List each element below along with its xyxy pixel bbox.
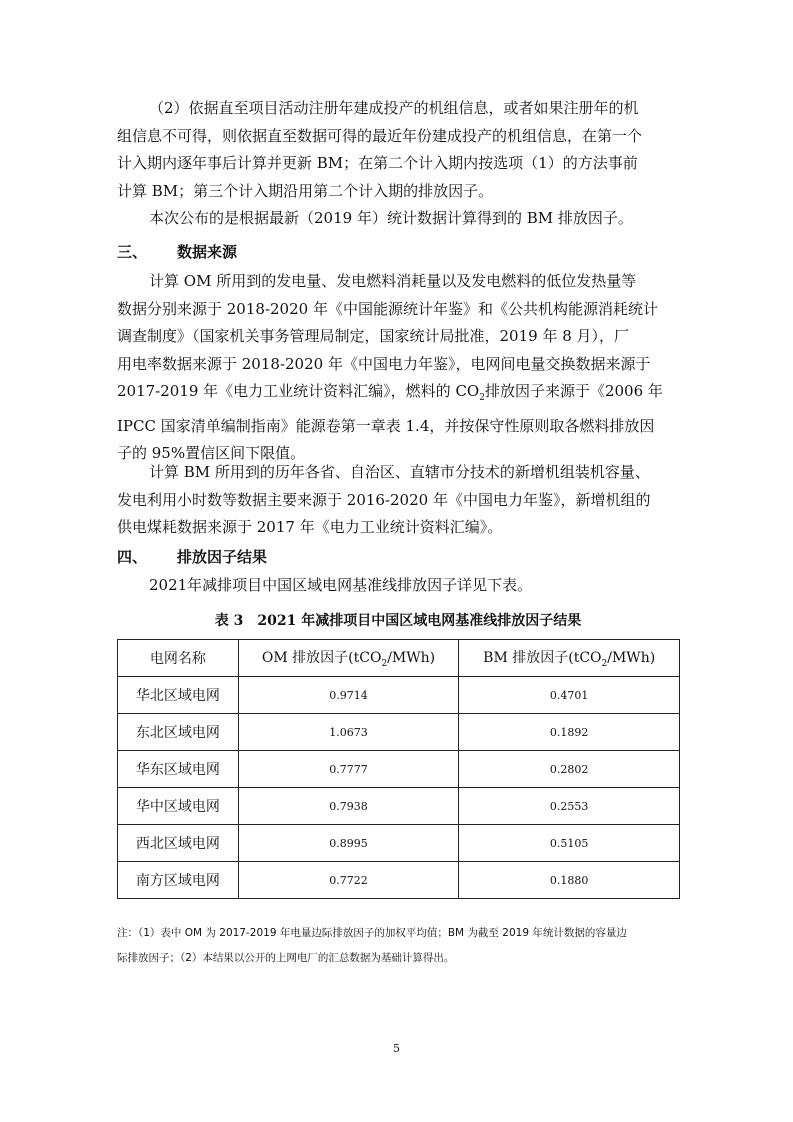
header-text: /MWh) — [607, 650, 656, 667]
section-heading-results — [117, 546, 267, 567]
table-row — [118, 862, 680, 899]
grid-name-cell: 华东区域电网 — [118, 751, 239, 788]
text-line: 计算 OM 所用到的发电量、发电燃料消耗量以及发电燃料的低位发热量等 — [149, 272, 637, 290]
text-line: 2021年减排项目中国区域电网基准线排放因子详见下表。 — [149, 576, 533, 594]
paragraph-bm-publication — [117, 205, 677, 233]
note-line: 注：（1）表中 OM 为 2017-2019 年电量边际排放因子的加权平均值；BM 为截至 2019 年统计数据的容量边 — [117, 927, 627, 939]
section-title: 排放因子结果 — [177, 548, 268, 566]
text-line: 供电煤耗数据来源于 2017 年《电力工业统计资料汇编》。 — [117, 518, 503, 536]
paragraph-bm-method — [117, 95, 677, 205]
table-caption: 表 3 2021 年减排项目中国区域电网基准线排放因子结果 — [214, 613, 582, 629]
om-value-cell: 1.0673 — [238, 714, 459, 751]
text-line: 数据分别来源于 2018-2020 年《中国能源统计年鉴》和《公共机构能源消耗统计 — [117, 299, 658, 318]
om-value-cell: 0.9714 — [238, 677, 459, 714]
grid-name-cell: 西北区域电网 — [118, 825, 239, 862]
table-row — [118, 825, 680, 862]
text-segment: 2017-2019 年《电力工业统计资料汇编》，燃料的 CO — [117, 382, 480, 400]
text-line: IPCC 国家清单编制指南》能源卷第一章表 1.4，并按保守性原则取各燃料排放因 — [117, 416, 655, 435]
table-row — [118, 788, 680, 825]
grid-name-cell: 华中区域电网 — [118, 788, 239, 825]
bm-value-cell: 0.2553 — [459, 788, 680, 825]
section-number: 四、 — [117, 548, 148, 566]
subscript: 2 — [601, 658, 608, 669]
text-line: 子的 95%置信区间下限值。 — [117, 444, 306, 462]
text-segment: 排放因子来源于《2006 年 — [484, 382, 663, 400]
section-heading-data-sources — [117, 241, 237, 262]
text-line — [117, 378, 677, 413]
header-text: OM 排放因子(tCO — [261, 650, 382, 667]
om-value-cell: 0.7722 — [238, 862, 459, 899]
paragraph-om-data-sources — [117, 268, 677, 468]
bm-value-cell: 0.5105 — [459, 825, 680, 862]
grid-name-cell: 南方区域电网 — [118, 862, 239, 899]
section-number: 三、 — [117, 243, 148, 261]
bm-value-cell: 0.1892 — [459, 714, 680, 751]
table-row — [118, 751, 680, 788]
om-value-cell: 0.7938 — [238, 788, 459, 825]
emission-factor-table — [117, 639, 680, 899]
text-line: （2）依据直至项目活动注册年建成投产的机组信息，或者如果注册年的机 — [149, 99, 639, 117]
table-header-row — [118, 640, 680, 677]
table-row — [118, 714, 680, 751]
bm-value-cell: 0.1880 — [459, 862, 680, 899]
header-om-factor — [238, 640, 459, 677]
header-text: BM 排放因子(tCO — [483, 650, 602, 667]
section-title: 数据来源 — [177, 243, 238, 261]
text-line: 计算 BM 所用到的历年各省、自治区、直辖市分技术的新增机组装机容量、 — [149, 463, 650, 481]
grid-name-cell: 华北区域电网 — [118, 677, 239, 714]
note-line: 际排放因子；（2）本结果以公开的上网电厂的汇总数据为基础计算得出。 — [117, 952, 455, 964]
text-line: 发电利用小时数等数据主要来源于 2016-2020 年《中国电力年鉴》，新增机组的 — [117, 490, 651, 509]
page-number: 5 — [393, 1042, 400, 1055]
subscript: 2 — [479, 393, 485, 403]
table-notes — [117, 921, 687, 971]
om-value-cell: 0.8995 — [238, 825, 459, 862]
header-text: /MWh) — [387, 650, 436, 667]
text-line: 用电率数据来源于 2018-2020 年《中国电力年鉴》，电网间电量交换数据来源于 — [117, 354, 651, 373]
om-value-cell: 0.7777 — [238, 751, 459, 788]
subscript: 2 — [381, 658, 388, 669]
paragraph-table-intro — [117, 572, 677, 600]
text-line: 计算 BM；第三个计入期沿用第二个计入期的排放因子。 — [117, 181, 494, 200]
paragraph-bm-data-sources — [117, 459, 677, 542]
grid-name-cell: 东北区域电网 — [118, 714, 239, 751]
bm-value-cell: 0.2802 — [459, 751, 680, 788]
header-grid-name: 电网名称 — [118, 640, 239, 677]
header-bm-factor — [459, 640, 680, 677]
text-line: 组信息不可得，则依据直至数据可得的最近年份建成投产的机组信息，在第一个 — [117, 126, 643, 145]
text-line: 计入期内逐年事后计算并更新 BM；在第二个计入期内按选项（1）的方法事前 — [117, 154, 638, 172]
bm-value-cell: 0.4701 — [459, 677, 680, 714]
text-line: 本次公布的是根据最新（2019 年）统计数据计算得到的 BM 排放因子。 — [149, 209, 633, 227]
text-line: 调查制度》（国家机关事务管理局制定，国家统计局批准，2019 年 8 月），厂 — [117, 327, 630, 345]
table-row — [118, 677, 680, 714]
